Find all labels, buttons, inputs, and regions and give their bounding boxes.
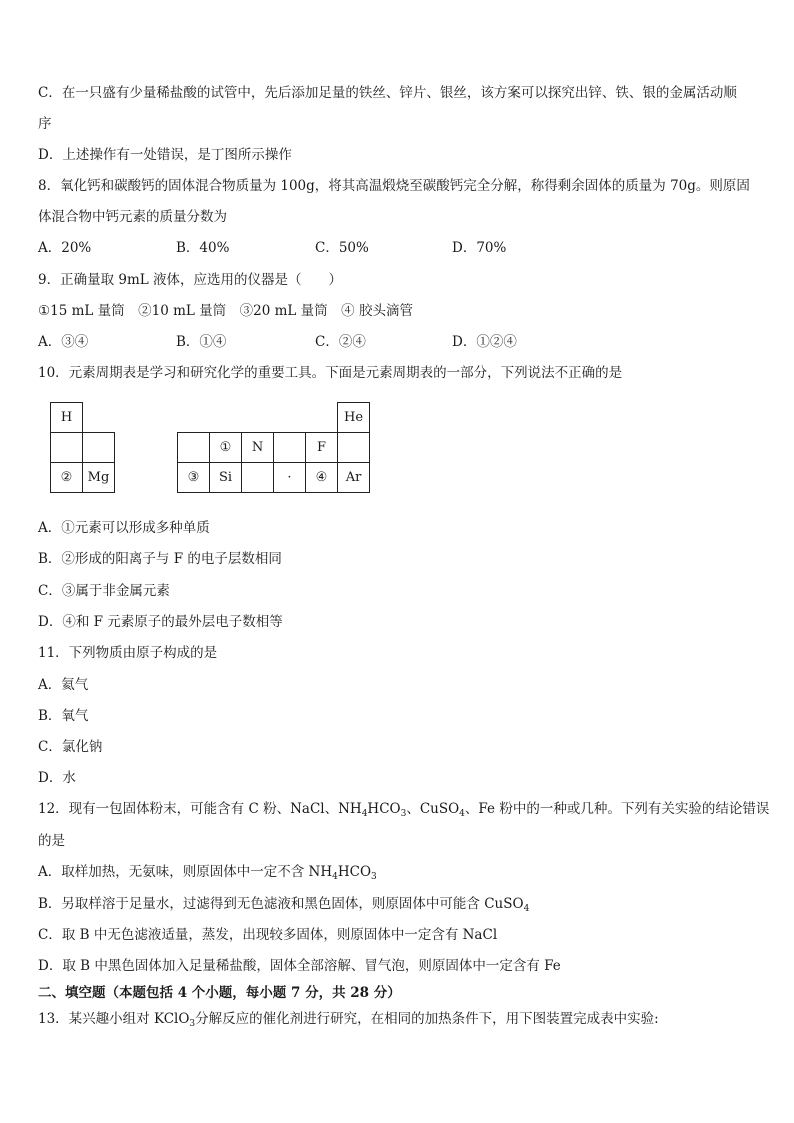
q7-option-c: C．在一只盛有少量稀盐酸的试管中，先后添加足量的铁丝、锌片、银丝，该方案可以探究出锌、铁、银的金属活动顺: [38, 85, 737, 101]
q9-option-b: B．①④: [176, 334, 227, 350]
cell-empty: [51, 433, 83, 463]
q11-option-a: A．氦气: [38, 677, 89, 693]
q11-option-d: D．水: [38, 770, 76, 786]
q8-option-b: B．40%: [176, 240, 230, 256]
q12-stem-cont: 的是: [38, 833, 65, 849]
q10-option-c: C．③属于非金属元素: [38, 583, 170, 599]
cell-n: N: [242, 433, 274, 463]
q9-option-c: C．②④: [315, 334, 366, 350]
q12-stem: 12．现有一包固体粉末，可能含有 C 粉、NaCl、$NH_4HCO_3$、CuSO$_4$、Fe 粉中的一种或几种。下列有关实验的结论错误: [38, 801, 770, 819]
q12-option-a: A．取样加热，无氨味，则原固体中一定不含 $NH_4HCO_3$: [38, 864, 377, 882]
cell-h: H: [51, 403, 83, 433]
q7-option-c-cont: 序: [38, 116, 52, 132]
q9-stem: 9．正确量取 9mL 液体，应选用的仪器是（ ）: [38, 272, 343, 288]
q9-option-a: A．③④: [38, 334, 89, 350]
section-heading-fill-in: 二、填空题（本题包括 4 个小题，每小题 7 分，共 28 分）: [38, 985, 401, 1001]
q12-option-c: C．取 B 中无色滤液适量，蒸发，出现较多固体，则原固体中一定含有 NaCl: [38, 927, 498, 943]
q8-stem-cont: 体混合物中钙元素的质量分数为: [38, 209, 227, 225]
cell-f: F: [306, 433, 338, 463]
cell-mg: Mg: [83, 463, 115, 493]
q12-option-d: D．取 B 中黑色固体加入足量稀盐酸，固体全部溶解、冒气泡，则原固体中一定含有 Fe: [38, 958, 561, 974]
q10-stem: 10．元素周期表是学习和研究化学的重要工具。下面是元素周期表的一部分，下列说法不正确的是: [38, 365, 623, 381]
q8-stem: 8．氧化钙和碳酸钙的固体混合物质量为 100g，将其高温煅烧至碳酸钙完全分解，称得剩余固体的质量为 70g。则原固: [38, 178, 750, 194]
periodic-table-fragment: [50, 402, 370, 493]
q13-stem: 13．某兴趣小组对 KClO$_3$分解反应的催化剂进行研究，在相同的加热条件下，用下图装置完成表中实验:: [38, 1011, 659, 1029]
q10-option-d: D．④和 F 元素原子的最外层电子数相等: [38, 614, 283, 630]
q10-option-a: A．①元素可以形成多种单质: [38, 520, 210, 536]
q11-stem: 11．下列物质由原子构成的是: [38, 645, 218, 661]
cell-he: He: [338, 403, 370, 433]
cell-empty: [338, 433, 370, 463]
cell-empty: [274, 433, 306, 463]
cell-1: ①: [210, 433, 242, 463]
q9-items: ①15 mL 量筒 ②10 mL 量筒 ③20 mL 量筒 ④ 胶头滴管: [38, 303, 413, 319]
cell-empty: [83, 433, 115, 463]
q11-option-c: C．氯化钠: [38, 739, 103, 755]
cell-empty: [242, 463, 274, 493]
cell-dot: ·: [274, 463, 306, 493]
q8-option-c: C．50%: [315, 240, 369, 256]
q9-option-d: D．①②④: [452, 334, 517, 350]
cell-si: Si: [210, 463, 242, 493]
cell-4: ④: [306, 463, 338, 493]
cell-ar: Ar: [338, 463, 370, 493]
q8-option-a: A．20%: [38, 240, 92, 256]
cell-3: ③: [178, 463, 210, 493]
cell-2: ②: [51, 463, 83, 493]
q12-option-b: B．另取样溶于足量水，过滤得到无色滤液和黑色固体，则原固体中可能含 CuSO$_4$: [38, 896, 530, 914]
q8-option-d: D．70%: [452, 240, 507, 256]
cell-empty: [178, 433, 210, 463]
q10-option-b: B．②形成的阳离子与 F 的电子层数相同: [38, 551, 282, 567]
q7-option-d: D．上述操作有一处错误，是丁图所示操作: [38, 147, 292, 163]
q11-option-b: B．氧气: [38, 708, 89, 724]
